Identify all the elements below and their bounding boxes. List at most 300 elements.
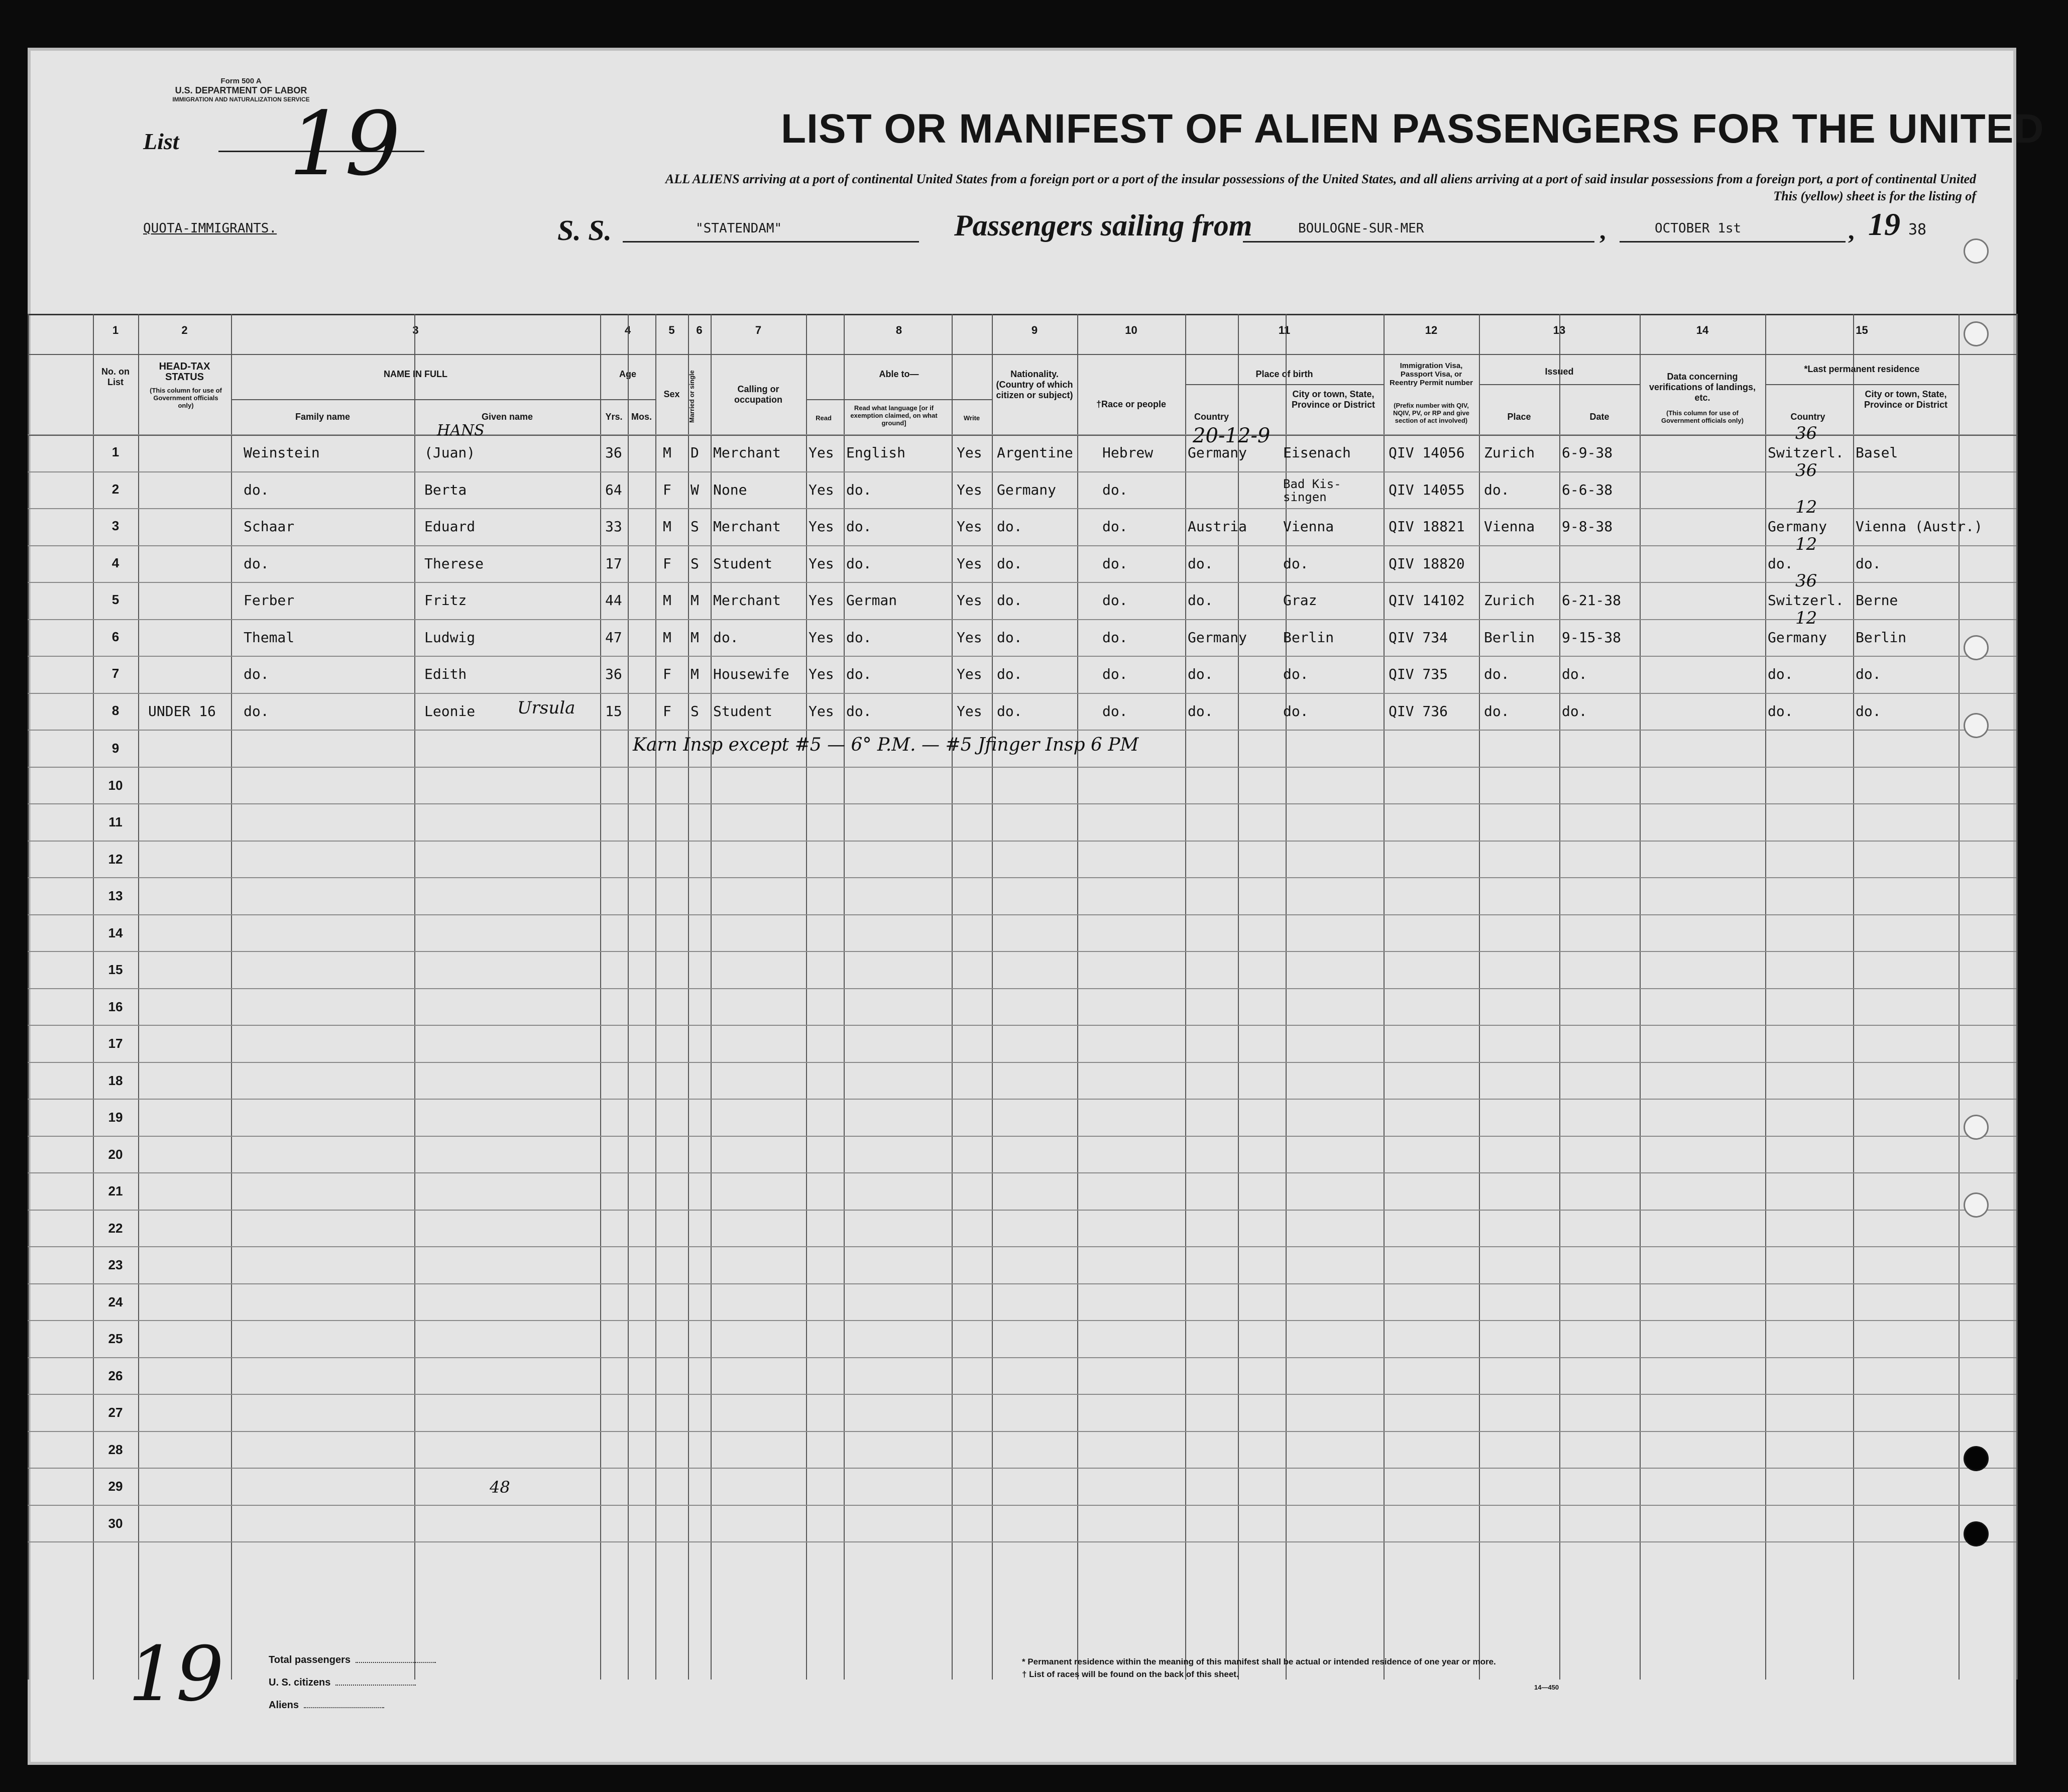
birth-country: do. bbox=[1188, 666, 1213, 682]
grid-row-line bbox=[28, 988, 2016, 989]
list-label: List bbox=[143, 129, 179, 154]
birth-city: Berlin bbox=[1283, 629, 1334, 646]
grid-row-line bbox=[28, 951, 2016, 952]
header-sex: Sex bbox=[663, 389, 680, 399]
family-name: Themal bbox=[244, 629, 295, 646]
visa-number: QIV 18820 bbox=[1389, 555, 1465, 572]
residence-years-handwritten: 36 bbox=[1795, 423, 1817, 443]
header-nationality: Nationality. (Country of which citizen or subject) bbox=[996, 369, 1073, 400]
occupation: Merchant bbox=[713, 592, 781, 609]
grid-row-line bbox=[28, 693, 2016, 694]
sex: F bbox=[663, 702, 671, 720]
row-number: 19 bbox=[108, 1110, 123, 1125]
residence-city: do. bbox=[1856, 555, 1881, 572]
punch-hole bbox=[1964, 1192, 1989, 1218]
birth-city: Graz bbox=[1283, 592, 1317, 609]
can-write: Yes bbox=[957, 666, 982, 682]
can-read: Yes bbox=[809, 629, 834, 646]
can-write: Yes bbox=[957, 444, 982, 461]
can-read: Yes bbox=[809, 702, 834, 720]
grid-row-line bbox=[28, 1136, 2016, 1137]
header-no-on-list: No. on List bbox=[101, 367, 130, 387]
occupation: Housewife bbox=[713, 666, 789, 682]
read-language: do. bbox=[846, 518, 872, 535]
read-language: do. bbox=[846, 666, 872, 682]
row-number: 8 bbox=[111, 702, 120, 718]
birth-country: do. bbox=[1188, 555, 1213, 572]
race: Hebrew bbox=[1102, 444, 1154, 461]
column-number-3: 3 bbox=[412, 324, 419, 336]
grid-row-line bbox=[28, 1210, 2016, 1211]
sex: M bbox=[663, 518, 671, 535]
residence-city: Berlin bbox=[1856, 629, 1907, 646]
column-number-6: 6 bbox=[696, 324, 703, 336]
column-number-10: 10 bbox=[1125, 324, 1137, 336]
ship-underline bbox=[623, 241, 919, 243]
name-subheader-line bbox=[231, 399, 600, 400]
issued-place: Berlin bbox=[1484, 629, 1535, 646]
row-number: 1 bbox=[111, 444, 120, 459]
row-number: 27 bbox=[108, 1405, 123, 1420]
header-calling: Calling or occupation bbox=[734, 384, 782, 405]
grid-column-line bbox=[138, 314, 139, 1680]
column-number-5: 5 bbox=[668, 324, 675, 336]
can-read: Yes bbox=[809, 555, 834, 572]
row-number: 4 bbox=[111, 555, 120, 570]
given-name: Eduard bbox=[424, 518, 476, 535]
residence-subheader-line bbox=[1765, 384, 1959, 385]
row-number: 15 bbox=[108, 962, 123, 977]
nationality: do. bbox=[997, 702, 1022, 720]
grid-column-line bbox=[952, 314, 953, 1680]
grid-row-line bbox=[28, 1431, 2016, 1432]
us-citizens-blank bbox=[335, 1685, 416, 1686]
occupation: Merchant bbox=[713, 444, 781, 461]
given-name: Therese bbox=[424, 555, 484, 572]
residence-years-handwritten: 12 bbox=[1795, 534, 1817, 554]
header-family-name: Family name bbox=[295, 412, 351, 422]
given-name: (Juan) bbox=[424, 444, 476, 461]
row-number: 10 bbox=[108, 777, 123, 793]
row-number: 22 bbox=[108, 1220, 123, 1236]
occupation: Student bbox=[713, 555, 773, 572]
grid-row-line bbox=[28, 1320, 2016, 1321]
issued-date: do. bbox=[1562, 702, 1587, 720]
birth-subheader-line bbox=[1185, 384, 1384, 385]
header-verifications: Data concerning verifications of landings, etc. bbox=[1649, 372, 1756, 403]
can-read: Yes bbox=[809, 481, 834, 498]
issued-place: Zurich bbox=[1484, 444, 1535, 461]
residence-country: do. bbox=[1768, 555, 1793, 572]
print-code: 14—450 bbox=[1534, 1684, 1559, 1691]
race: do. bbox=[1102, 629, 1128, 646]
row-number: 3 bbox=[111, 518, 120, 533]
marital-status: M bbox=[691, 592, 699, 609]
punch-hole bbox=[1964, 713, 1989, 738]
row-number: 16 bbox=[108, 999, 123, 1014]
nationality: do. bbox=[997, 629, 1022, 646]
head-tax-status: UNDER 16 bbox=[148, 702, 216, 720]
us-citizens-field bbox=[269, 1677, 416, 1689]
grid-column-line bbox=[628, 314, 629, 1680]
subtitle-line-1: ALL ALIENS arriving at a port of continental United States from a foreign port or a port of the insular possessions of the United States, and all aliens arriving at a port of said insular possessions from a foreign port, a port of continental United bbox=[665, 172, 1976, 186]
sex: F bbox=[663, 481, 671, 498]
row-number: 18 bbox=[108, 1072, 123, 1088]
manifest-sheet bbox=[28, 48, 2044, 1765]
manifest-table bbox=[28, 314, 2016, 1680]
grid-row-line bbox=[28, 1099, 2016, 1100]
family-name: Schaar bbox=[244, 518, 295, 535]
grid-row-line bbox=[28, 1357, 2016, 1358]
row-number: 20 bbox=[108, 1146, 123, 1162]
given-name: Edith bbox=[424, 666, 467, 682]
marital-status: S bbox=[691, 702, 699, 720]
able-subheader-line bbox=[806, 399, 992, 400]
row-number: 23 bbox=[108, 1257, 123, 1272]
us-citizens-label: U. S. citizens bbox=[269, 1677, 331, 1688]
column-number-9: 9 bbox=[1031, 324, 1038, 336]
can-write: Yes bbox=[957, 481, 982, 498]
tally-mark-handwritten: 48 bbox=[490, 1478, 510, 1497]
read-language: do. bbox=[846, 481, 872, 498]
family-name: do. bbox=[244, 481, 269, 498]
age-years: 47 bbox=[605, 629, 622, 646]
grid-row-line bbox=[28, 1172, 2016, 1173]
sex: F bbox=[663, 666, 671, 682]
sex: M bbox=[663, 592, 671, 609]
residence-city: Basel bbox=[1856, 444, 1898, 461]
row-number: 6 bbox=[111, 629, 120, 644]
grid-column-line bbox=[655, 314, 656, 1680]
given-name: Leonie bbox=[424, 702, 476, 720]
issued-place: do. bbox=[1484, 702, 1510, 720]
race: do. bbox=[1102, 666, 1128, 682]
nationality: do. bbox=[997, 518, 1022, 535]
row-number: 7 bbox=[111, 666, 120, 681]
punch-hole bbox=[1964, 1115, 1989, 1140]
punch-hole bbox=[1964, 635, 1989, 660]
grid-row-line bbox=[28, 656, 2016, 657]
header-age: Age bbox=[619, 369, 636, 379]
grid-column-line bbox=[1640, 314, 1641, 1680]
read-language: do. bbox=[846, 555, 872, 572]
page-number-handwritten: 19 bbox=[128, 1631, 224, 1718]
birth-country: do. bbox=[1188, 702, 1213, 720]
row-number: 12 bbox=[108, 851, 123, 867]
marital-status: W bbox=[691, 481, 699, 498]
age-years: 36 bbox=[605, 444, 622, 461]
subtitle-line-2: This (yellow) sheet is for the listing of bbox=[1773, 189, 1976, 203]
residence-years-handwritten: 36 bbox=[1795, 571, 1817, 591]
residence-city: Berne bbox=[1856, 592, 1898, 609]
grid-row-line bbox=[28, 545, 2016, 546]
birth-date-annotation: 20-12-9 bbox=[1193, 424, 1271, 447]
header-last-residence: *Last permanent residence bbox=[1804, 364, 1920, 374]
year-suffix: 38 bbox=[1908, 221, 1927, 238]
grid-row-line bbox=[28, 914, 2016, 915]
issued-place: Vienna bbox=[1484, 518, 1535, 535]
issued-place: Zurich bbox=[1484, 592, 1535, 609]
given-name-handwritten: HANS bbox=[437, 422, 485, 439]
marital-status: S bbox=[691, 518, 699, 535]
can-write: Yes bbox=[957, 592, 982, 609]
row-number: 25 bbox=[108, 1331, 123, 1346]
grid-column-line bbox=[1853, 314, 1854, 1680]
grid-top-line bbox=[28, 314, 2016, 315]
aliens-field bbox=[269, 1700, 384, 1711]
header-read: Read bbox=[816, 414, 832, 422]
column-number-1: 1 bbox=[112, 324, 119, 336]
column-number-4: 4 bbox=[624, 324, 631, 336]
row-number: 17 bbox=[108, 1036, 123, 1051]
nationality: do. bbox=[997, 592, 1022, 609]
row-number: 5 bbox=[111, 592, 120, 607]
column-number-14: 14 bbox=[1696, 324, 1709, 336]
grid-row-line bbox=[28, 1505, 2016, 1506]
age-years: 15 bbox=[605, 702, 622, 720]
grid-row-line bbox=[28, 803, 2016, 804]
can-write: Yes bbox=[957, 518, 982, 535]
residence-country: Germany bbox=[1768, 518, 1827, 535]
ship-name: "STATENDAM" bbox=[696, 221, 782, 236]
grid-row-line bbox=[28, 730, 2016, 731]
occupation: Merchant bbox=[713, 518, 781, 535]
nationality: do. bbox=[997, 555, 1022, 572]
sex: F bbox=[663, 555, 671, 572]
row-number: 2 bbox=[111, 481, 120, 497]
grid-row-line bbox=[28, 1394, 2016, 1395]
grid-row-line bbox=[28, 1541, 2016, 1542]
header-able-to: Able to— bbox=[879, 369, 919, 379]
grid-column-line bbox=[231, 314, 232, 1680]
occupation: do. bbox=[713, 629, 739, 646]
read-language: English bbox=[846, 444, 906, 461]
visa-number: QIV 734 bbox=[1389, 629, 1448, 646]
column-number-15: 15 bbox=[1856, 324, 1868, 336]
read-language: do. bbox=[846, 702, 872, 720]
row-number: 26 bbox=[108, 1368, 123, 1383]
separator-comma-2: , bbox=[1848, 216, 1855, 245]
quota-class: QUOTA-IMMIGRANTS. bbox=[143, 221, 277, 236]
issued-date: 6-6-38 bbox=[1562, 481, 1613, 498]
grid-row-line bbox=[28, 767, 2016, 768]
header-head-tax: HEAD-TAX STATUS bbox=[159, 361, 210, 383]
header-place-of-birth: Place of birth bbox=[1255, 369, 1313, 379]
row-number: 21 bbox=[108, 1183, 123, 1199]
grid-row-line bbox=[28, 841, 2016, 842]
grid-row-line bbox=[28, 1283, 2016, 1284]
manifest-subtitle bbox=[444, 171, 1976, 205]
punch-hole bbox=[1964, 321, 1989, 346]
row-number: 11 bbox=[108, 814, 123, 829]
row-number: 9 bbox=[111, 741, 120, 756]
issued-date: 9-15-38 bbox=[1562, 629, 1622, 646]
department-name: U.S. DEPARTMENT OF LABOR bbox=[175, 85, 307, 95]
port-underline bbox=[1243, 241, 1594, 243]
column-number-7: 7 bbox=[755, 324, 762, 336]
can-read: Yes bbox=[809, 518, 834, 535]
header-visa-note: (Prefix number with QIV, NQIV, PV, or RP and give section of act involved) bbox=[1393, 402, 1469, 424]
residence-country: do. bbox=[1768, 702, 1793, 720]
row-number: 13 bbox=[108, 888, 123, 903]
grid-column-line bbox=[992, 314, 993, 1680]
race: do. bbox=[1102, 481, 1128, 498]
header-issued-date: Date bbox=[1589, 412, 1610, 422]
footnote-races: † List of races will be found on the back of this sheet. bbox=[1022, 1669, 1239, 1679]
visa-number: QIV 735 bbox=[1389, 666, 1448, 682]
marital-status: M bbox=[691, 666, 699, 682]
residence-city: Vienna (Austr.) bbox=[1856, 518, 1983, 535]
birth-country: Germany bbox=[1188, 629, 1247, 646]
birth-country: do. bbox=[1188, 592, 1213, 609]
header-write: Write bbox=[963, 414, 980, 422]
header-res-city: City or town, State, Province or District bbox=[1864, 389, 1948, 410]
grid-column-line bbox=[806, 314, 807, 1680]
grid-column-line bbox=[1384, 314, 1385, 1680]
visa-number: QIV 14056 bbox=[1389, 444, 1465, 461]
grid-column-line bbox=[28, 314, 29, 1680]
residence-country: Switzerl. bbox=[1768, 444, 1844, 461]
grid-column-line bbox=[600, 314, 601, 1680]
header-res-country: Country bbox=[1790, 412, 1825, 422]
birth-city: do. bbox=[1283, 702, 1309, 720]
punch-hole-filled bbox=[1964, 1446, 1989, 1471]
birth-country: Germany bbox=[1188, 444, 1247, 461]
marital-status: M bbox=[691, 629, 699, 646]
grid-column-line bbox=[2016, 314, 2018, 1680]
grid-column-line bbox=[1765, 314, 1766, 1680]
grid-column-line bbox=[1185, 314, 1186, 1680]
column-number-line bbox=[28, 354, 2016, 355]
header-given-name: Given name bbox=[481, 412, 533, 422]
can-read: Yes bbox=[809, 444, 834, 461]
departure-port: BOULOGNE-SUR-MER bbox=[1298, 221, 1424, 236]
birth-city: Vienna bbox=[1283, 518, 1334, 535]
visa-number: QIV 736 bbox=[1389, 702, 1448, 720]
given-name: Ludwig bbox=[424, 629, 476, 646]
row-number: 24 bbox=[108, 1294, 123, 1309]
residence-city: do. bbox=[1856, 702, 1881, 720]
manifest-title: LIST OR MANIFEST OF ALIEN PASSENGERS FOR THE UNITED bbox=[781, 106, 2044, 152]
header-birth-country: Country bbox=[1194, 412, 1229, 422]
race: do. bbox=[1102, 518, 1128, 535]
grid-column-line bbox=[844, 314, 845, 1680]
grid-row-line bbox=[28, 471, 2016, 472]
form-number: Form 500 A bbox=[220, 77, 262, 85]
occupation: Student bbox=[713, 702, 773, 720]
header-issued-place: Place bbox=[1507, 412, 1531, 422]
grid-column-line bbox=[414, 314, 415, 1680]
aliens-label: Aliens bbox=[269, 1700, 299, 1711]
header-visa: Immigration Visa, Passport Visa, or Reentry Permit number bbox=[1390, 362, 1473, 387]
residence-years-handwritten: 12 bbox=[1795, 497, 1817, 517]
age-years: 44 bbox=[605, 592, 622, 609]
can-read: Yes bbox=[809, 666, 834, 682]
service-name: IMMIGRATION AND NATURALIZATION SERVICE bbox=[172, 96, 310, 103]
inspector-note-handwritten: Karn Insp except #5 — 6° P.M. — #5 Jfinger Insp 6 PM bbox=[633, 735, 1139, 755]
age-years: 64 bbox=[605, 481, 622, 498]
family-name: do. bbox=[244, 666, 269, 682]
header-race: †Race or people bbox=[1096, 399, 1167, 409]
header-issued: Issued bbox=[1545, 367, 1574, 377]
family-name: do. bbox=[244, 555, 269, 572]
row-number: 28 bbox=[108, 1442, 123, 1457]
grid-row-line bbox=[28, 582, 2016, 583]
can-write: Yes bbox=[957, 629, 982, 646]
read-language: German bbox=[846, 592, 897, 609]
header-birth-city: City or town, State, Province or District bbox=[1291, 389, 1375, 410]
header-read-language: Read what language [or if exemption claimed, on what ground] bbox=[850, 404, 938, 427]
marital-status: D bbox=[691, 444, 699, 461]
column-number-8: 8 bbox=[895, 324, 902, 336]
grid-column-line bbox=[1077, 314, 1078, 1680]
can-read: Yes bbox=[809, 592, 834, 609]
given-name: Berta bbox=[424, 481, 467, 498]
punch-hole-filled bbox=[1964, 1521, 1989, 1546]
grid-row-line bbox=[28, 1246, 2016, 1247]
column-number-13: 13 bbox=[1553, 324, 1566, 336]
grid-column-line bbox=[1559, 314, 1560, 1680]
can-write: Yes bbox=[957, 555, 982, 572]
age-years: 33 bbox=[605, 518, 622, 535]
birth-city: do. bbox=[1283, 666, 1309, 682]
visa-number: QIV 14055 bbox=[1389, 481, 1465, 498]
residence-country: do. bbox=[1768, 666, 1793, 682]
visa-number: QIV 14102 bbox=[1389, 592, 1465, 609]
issued-place: do. bbox=[1484, 666, 1510, 682]
header-months: Mos. bbox=[631, 412, 652, 422]
issued-date: 6-21-38 bbox=[1562, 592, 1622, 609]
grid-row-line bbox=[28, 508, 2016, 509]
age-years: 36 bbox=[605, 666, 622, 682]
grid-row-line bbox=[28, 1025, 2016, 1026]
residence-country: Switzerl. bbox=[1768, 592, 1844, 609]
birth-country: Austria bbox=[1188, 518, 1247, 535]
sex: M bbox=[663, 629, 671, 646]
race: do. bbox=[1102, 592, 1128, 609]
header-years: Yrs. bbox=[605, 412, 623, 422]
grid-row-line bbox=[28, 877, 2016, 878]
grid-column-line bbox=[711, 314, 712, 1680]
separator-comma: , bbox=[1599, 216, 1606, 245]
year-prefix: 19 bbox=[1868, 206, 1900, 242]
residence-country: Germany bbox=[1768, 629, 1827, 646]
footnote-residence: * Permanent residence within the meaning of this manifest shall be actual or intended residence of one year or more. bbox=[1022, 1657, 1496, 1666]
column-number-12: 12 bbox=[1425, 324, 1438, 336]
sex: M bbox=[663, 444, 671, 461]
total-passengers-field bbox=[269, 1654, 436, 1666]
list-number: 19 bbox=[289, 93, 401, 195]
grid-row-line bbox=[28, 1062, 2016, 1063]
residence-years-handwritten: 36 bbox=[1795, 460, 1817, 481]
residence-city: do. bbox=[1856, 666, 1881, 682]
nationality: Argentine bbox=[997, 444, 1073, 461]
race: do. bbox=[1102, 555, 1128, 572]
header-name-in-full: NAME IN FULL bbox=[384, 369, 447, 379]
grid-row-line bbox=[28, 1468, 2016, 1469]
date-underline bbox=[1620, 241, 1846, 243]
nationality: Germany bbox=[997, 481, 1057, 498]
occupation: None bbox=[713, 481, 747, 498]
birth-city: Eisenach bbox=[1283, 444, 1351, 461]
residence-years-handwritten: 12 bbox=[1795, 608, 1817, 628]
header-verifications-note: (This column for use of Government officials only) bbox=[1661, 409, 1744, 424]
issued-place: do. bbox=[1484, 481, 1510, 498]
grid-column-line bbox=[1479, 314, 1480, 1680]
grid-row-line bbox=[28, 619, 2016, 620]
column-number-11: 11 bbox=[1278, 324, 1291, 336]
sailing-date: OCTOBER 1st bbox=[1655, 221, 1742, 236]
